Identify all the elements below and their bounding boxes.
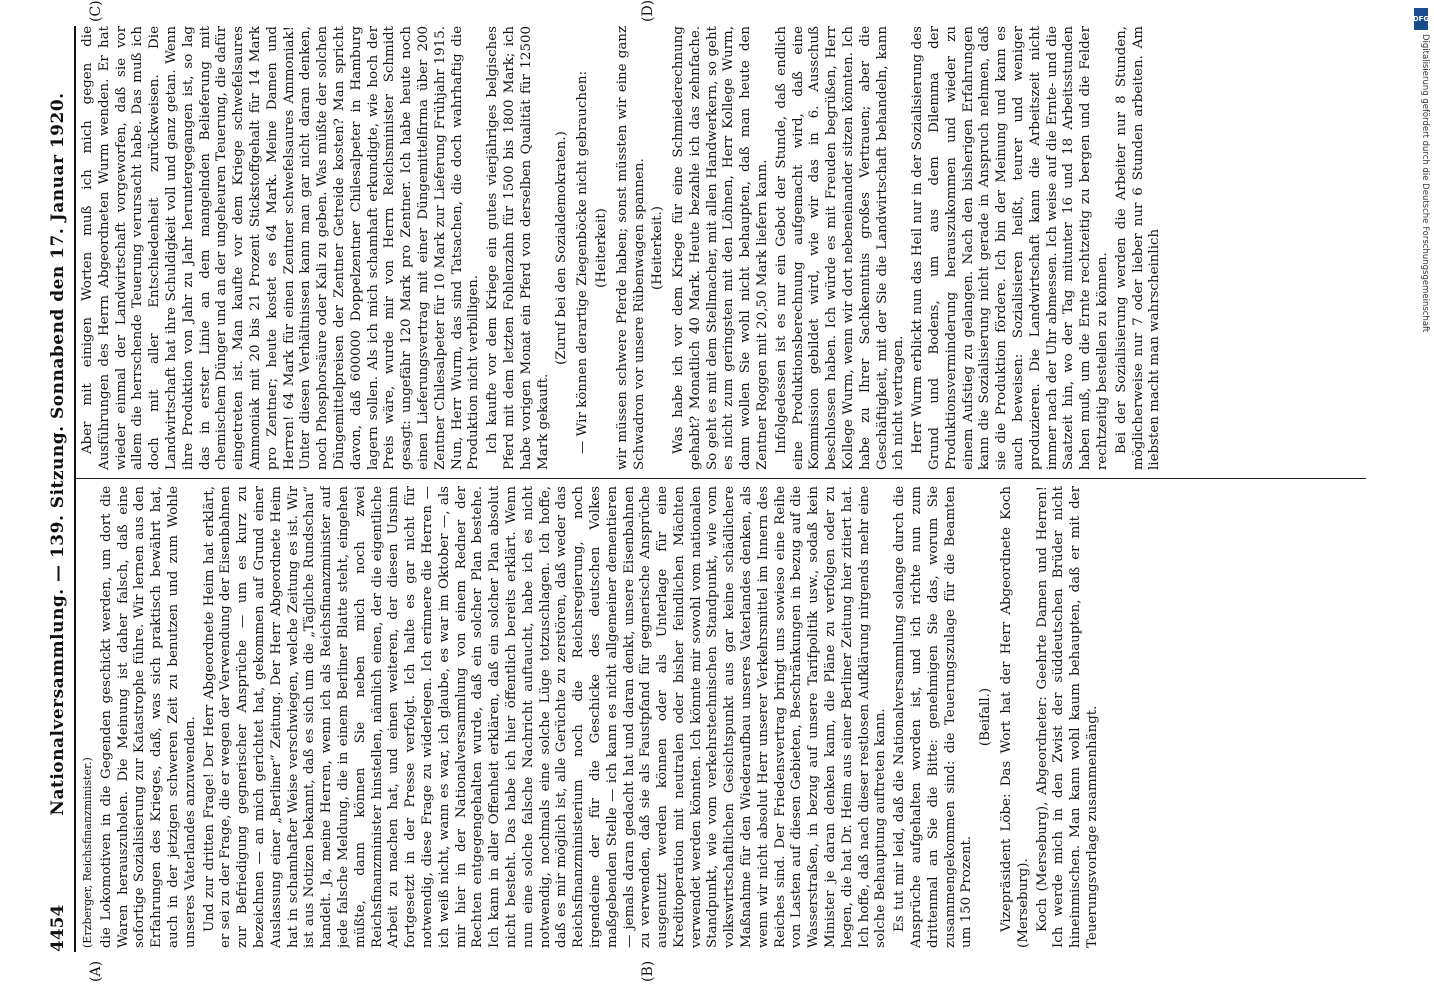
paragraph: Koch (Merseburg), Abgeordneter: Geehrte Damen und Herren! Ich werde mich in den Zwist der süddeutschen Brüder nicht hineinmischen. Man kann wohl kaum behaupten, daß er mit der Teuerungsvorlage zusammenhängt.: [1034, 486, 1101, 948]
running-title: Nationalversammlung. — 139. Sitzung. Sonnabend den 17. Januar 1920.: [48, 92, 68, 816]
paragraph: wir müssen schwere Pferde haben; sonst müssten wir eine ganz Schwadron vor unsere Rübenwagen spannen.: [614, 26, 647, 470]
laughter-note: (Heiterkeit.): [650, 206, 666, 290]
right-column: [80, 26, 1365, 470]
laughter-note: (Heiterkeit): [593, 208, 609, 288]
heckle-note: (Zuruf bei den Sozialdemokraten.): [554, 131, 570, 365]
paragraph: Bei der Sozialisierung werden die Arbeiter nur 8 Stunden, möglicherweise nur 7 oder lieber nur 6 Stunden arbeiten. Am liebsten macht man wahrscheinlich: [1113, 26, 1163, 470]
dfg-logo-icon: DFG: [1414, 8, 1428, 30]
paragraph: Was habe ich vor dem Kriege für eine Schmiederechnung gehabt? Monatlich 40 Mark. Heute bezahle ich das zehnfache. So geht es mit dem Stellmacher, mit allen Handwerkern, so geht es nicht zum geringsten mit den Löhnen, Herr Kollege Wurm, dann wollen Sie wohl nicht behaupten, daß man heute den Zentner Roggen mit 20,50 Mark liefern kann.: [671, 26, 771, 470]
paragraph: Ich kaufte vor dem Kriege ein gutes vierjähriges belgisches Pferd mit dem letzten Fohlenzahn für 1500 bis 1800 Mark; ich habe vorigen Monat ein Pferd von derselben Qualität für 12500 Mark gekauft.: [485, 26, 551, 470]
paragraph: Vizepräsident Löbe: Das Wort hat der Herr Abgeordnete Koch (Merseburg).: [999, 486, 1031, 948]
watermark-text: Digitalisierung gefördert durch die Deutsche Forschungsgemeinschaft: [1420, 34, 1430, 333]
paragraph: — Wir können derartige Ziegenböcke nicht gebrauchen:: [575, 70, 591, 454]
speaker-tag: (Erzberger, Reichsfinanzminister.): [81, 757, 94, 948]
paragraph: die Lokomotiven in die Gegenden geschickt werden, um dort die Waren herauszuholen. Die Meinung ist daher falsch, daß eine sofortige Sozialisierung zur Katastrophe führe. Wir lernen aus den Erfahrungen des Krieges, daß, was sich praktisch bewährt hat, auch in der jetzigen schweren Zeit zu benutzen und zum Wohle unseres Vaterlandes anzuwenden.: [98, 486, 198, 948]
margin-marker-b: (B): [640, 960, 656, 982]
paragraph: Aber mit einigen Worten muß ich mich gegen die Ausführungen des Herrn Abgeordneten Wurm wenden. Er hat wieder einmal der Landwirtschaft vorgeworfen, daß sie vor allem die herrschende Teuerung verursacht habe. Das muß ich doch mit aller Entschiedenheit zurückweisen. Die Landwirtschaft hat ihre Schuldigkeit voll und ganz getan. Wenn ihre Produktion von Jahr zu Jahr heruntergegangen ist, so lag das in erster Linie an dem mangelnden Belieferung mit chemischem Dünger und an der ungeheuren Teuerung, die dafür eingetreten ist. Man kaufte vor dem Kriege schwefelsaures Ammoniak mit 20 bis 21 Prozent Stickstoffgehalt für 14 Mark pro Zentner; heute kostet es 64 Mark. Meine Damen und Herren! 64 Mark für einen Zentner schwefelsaures Ammoniak! Unter diesen Verhältnissen kann man gar nicht daran denken, noch Phosphorsäure oder Kali zu geben. Was müßte der solchen Düngemittelpreisen der Zentner Getreide kosten? Man spricht davon, daß 600000 Doppelzentner Chilesalpeter in Hamburg lagern sollen. Als ich mich schamhaft erkundigte, wie hoch der Preis wäre, wurde mir von Herrn Reichsminister Schmidt gesagt: ungefähr 120 Mark pro Zentner. Ich habe heute noch einen Lieferungsvertrag mit einer Düngemittelfirma über 200 Zentner Chilesalpeter für 10 Mark zur Lieferung Frühjahr 1915. Nun, Herr Wurm, das sind Tatsachen, die doch wahrhaftig die Produktion nicht verbilligen.: [80, 26, 482, 470]
dfg-watermark: [1412, 8, 1432, 578]
margin-marker-c: (C): [88, 0, 104, 22]
column-divider: [76, 478, 1366, 479]
page-number: 4454: [48, 904, 68, 952]
paragraph: Infolgedessen ist es nur ein Gebot der Stunde, daß endlich eine Produktionsberechnung aufgemacht wird, daß eine Kommission gebildet wird, wie wir das in 6. Ausschuß beschlossen haben. Ich würde es mit Freuden begrüßen, Herr Kollege Wurm, wenn wir dort nebeneinander sitzen könnten. Ich habe zu Ihrer Sachkenntnis großes Vertrauen; aber die Geschäftigkeit, mit der Sie die Landwirtschaft behandeln, kann ich nicht vertragen.: [773, 26, 907, 470]
paragraph: Und zur dritten Frage! Der Herr Abgeordnete Heim hat erklärt, er sei zu der Frage, die er wegen der Verwendung der Eisenbahnen zur Befriedigung gegnerischer Ansprüche — um es kurz zu bezeichnen — an mich gerichtet hat, gekommen auf Grund einer Auslassung einer „Berliner“ Zeitung. Der Herr Abgeordnete Heim hat in schamhafter Weise verschwiegen, welche Zeitung es ist. Wir ist aus Notizen bekannt, daß es sich um die „Tägliche Rundschau“ handelt. Ja, meine Herren, wenn ich als Reichsfinanzminister auf jede falsche Meldung, die in einem Berliner Blatte steht, eingehen müßte, dann können Sie neben mich noch zwei Reichsfinanzminister hinstellen, nämlich einen, der die eigentliche Arbeit zu machen hat, und einen weiteren, der diesen Unsinn fortgesetzt in der Presse verfolgt. Ich halte es gar nicht für notwendig, diese Frage zu widerlegen. Ich erinnere die Herren — ich weiß nicht, wann es war, ich glaube, es war im Oktober —, als mir hier in der Nationalversammlung von einem Redner der Rechten entgegengehalten wurde, daß ein solcher Plan bestehe. Ich kann in aller Offenheit erklären, daß ein solcher Plan absolut nicht besteht. Das habe ich hier öffentlich bereits erklärt. Wenn nun eine solche falsche Nachricht auftaucht, habe ich es nicht notwendig, nochmals eine solche Lüge totzuschlagen. Ich hoffe, daß es mir möglich ist, alle Gerüchte zu zerstören, daß weder das Reichsfinanzministerium noch die Reichsregierung, noch irgendeine der für die Geschicke des deutschen Volkes maßgebenden Stelle — ich kann es nicht allgemeiner dementieren — jemals daran gedacht hat und daran denkt, unsere Eisenbahnen zu verwenden, daß sie als Faustpfand für gegnerische Ansprüche ausgenutzt werden können oder als Unterlage für eine Kreditoperation mit neutralen oder bisher feindlichen Mächten verwendet werden könnten. Ich könnte mir sowohl vom nationalen Standpunkt, wie vom verkehrstechnischen Standpunkt, wie vom volkswirtschaftlichen Gesichtspunkt aus gar keine schädlichere Maßnahme für den Wiederaufbau unseres Vaterlandes denken, als wenn wir nicht absolut Herr unserer Verkehrsmittel im Innern des Reiches sind. Der Friedensvertrag bringt uns sowieso eine Reihe von Lasten auf diesen Gebieten, Beschränkungen in bezug auf die Wasserstraßen, in bezug auf unsere Tarifpolitik usw., sodaß kein Minister je daran denken kann, die Pläne zu verfolgen oder zu hegen, die hat Dr. Heim aus einer Berliner Zeitung hier zitiert hat. Ich hoffe, daß nach dieser restlosen Aufklärung nirgends mehr eine solche Behauptung auftreten kann.: [201, 486, 889, 948]
paragraph: Herr Wurm erblickt nun das Heil nur in der Sozialisierung des Grund und Bodens, um aus dem Dilemma der Produktionsverminderung herauszukommen und wieder zu einem Aufstieg zu gelangen. Nach den bisherigen Erfahrungen kann die Sozialisierung nicht gerade in Anspruch nehmen, daß sie die Produktion fördere. Ich bin der Meinung und kann es auch beweisen: Sozialisieren heißt, teurer und weniger produzieren. Die Landwirtschaft kann die Arbeitszeit nicht immer nach der Uhr abmessen. Ich weise auf die Ernte- und die Saatzeit hin, wo der Tag mitunter 16 und 18 Arbeitsstunden haben muß, um die Ernte rechtzeitig zu bergen und die Felder rechtzeitig bestellen zu können.: [910, 26, 1111, 470]
left-column: [80, 486, 1365, 948]
applause-note: (Beifall.): [978, 687, 994, 747]
paragraph: Es tut mir leid, daß die Nationalversammlung solange durch die Ansprüche aufgehalten worden ist, und ich richte nun zum drittenmal an Sie die Bitte: genehmigen Sie das, worum Sie zusammengekommen sind: die Teuerungszulage für die Beamten um 150 Prozent.: [892, 486, 975, 948]
margin-marker-d: (D): [640, 0, 656, 22]
page-header: [48, 26, 76, 952]
margin-marker-a: (A): [88, 960, 104, 982]
